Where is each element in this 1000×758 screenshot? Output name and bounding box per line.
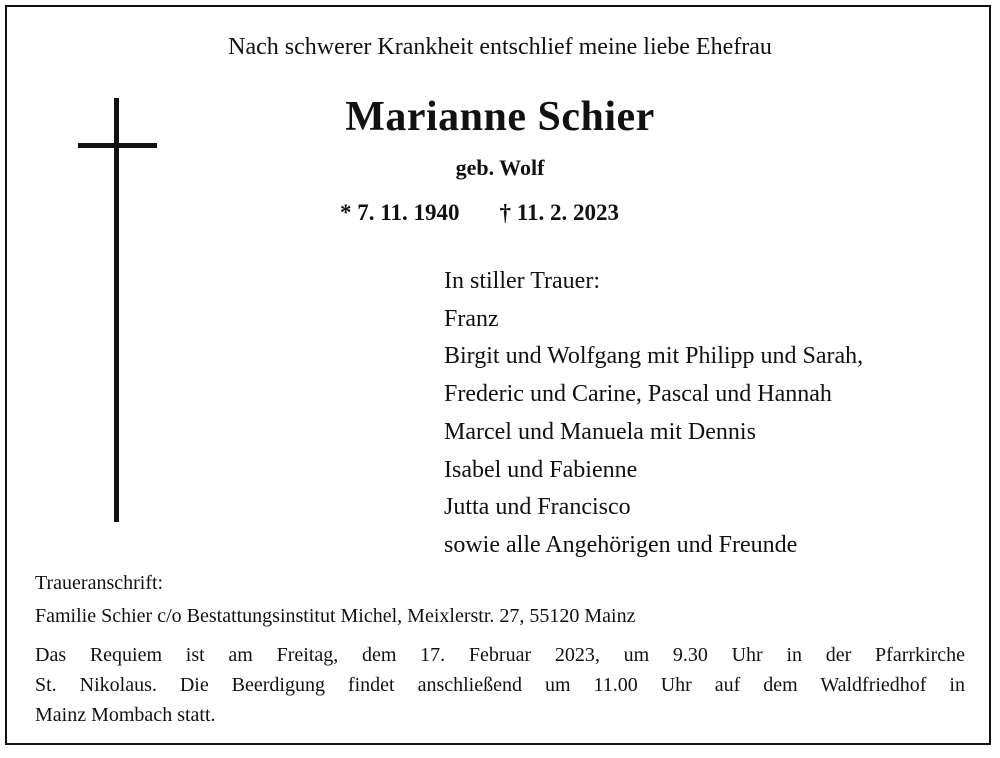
mourner-line: Jutta und Francisco — [444, 494, 631, 521]
life-dates — [340, 198, 619, 228]
mourner-line: sowie alle Angehörigen und Freunde — [444, 531, 798, 558]
maiden-name: geb. Wolf — [455, 155, 545, 180]
address-label: Traueranschrift: — [35, 572, 164, 594]
mourner-line: Marcel und Manuela mit Dennis — [444, 418, 756, 445]
requiem-line: Mainz Mombach statt. — [35, 704, 216, 726]
mourner-line: Franz — [444, 305, 499, 332]
address-text: Familie Schier c/o Bestattungsinstitut Michel, Meixlerstr. 27, 55120 Mainz — [35, 605, 636, 627]
birth-date: * 7. 11. 1940 — [340, 200, 460, 225]
requiem-paragraph — [35, 640, 965, 730]
intro-text: Nach schwerer Krankheit entschlief meine liebe Ehefrau — [228, 34, 772, 60]
mourners-list — [444, 263, 863, 565]
requiem-line: Das Requiem ist am Freitag, dem 17. Februar 2023, um 9.30 Uhr in der Pfarrkirche — [35, 644, 965, 666]
cross-horizontal-bar — [78, 143, 157, 148]
mourner-line: Birgit und Wolfgang mit Philipp und Sarah, — [444, 343, 864, 370]
death-date: † 11. 2. 2023 — [499, 200, 619, 225]
mourner-line: Isabel und Fabienne — [444, 456, 638, 483]
cross-vertical-bar — [114, 98, 119, 522]
mourners-heading: In stiller Trauer: — [444, 268, 600, 294]
requiem-line: St. Nikolaus. Die Beerdigung findet anschließend um 11.00 Uhr auf dem Waldfriedhof in — [35, 674, 965, 696]
mourner-line: Frederic und Carine, Pascal und Hannah — [444, 381, 832, 408]
deceased-name: Marianne Schier — [345, 94, 655, 140]
